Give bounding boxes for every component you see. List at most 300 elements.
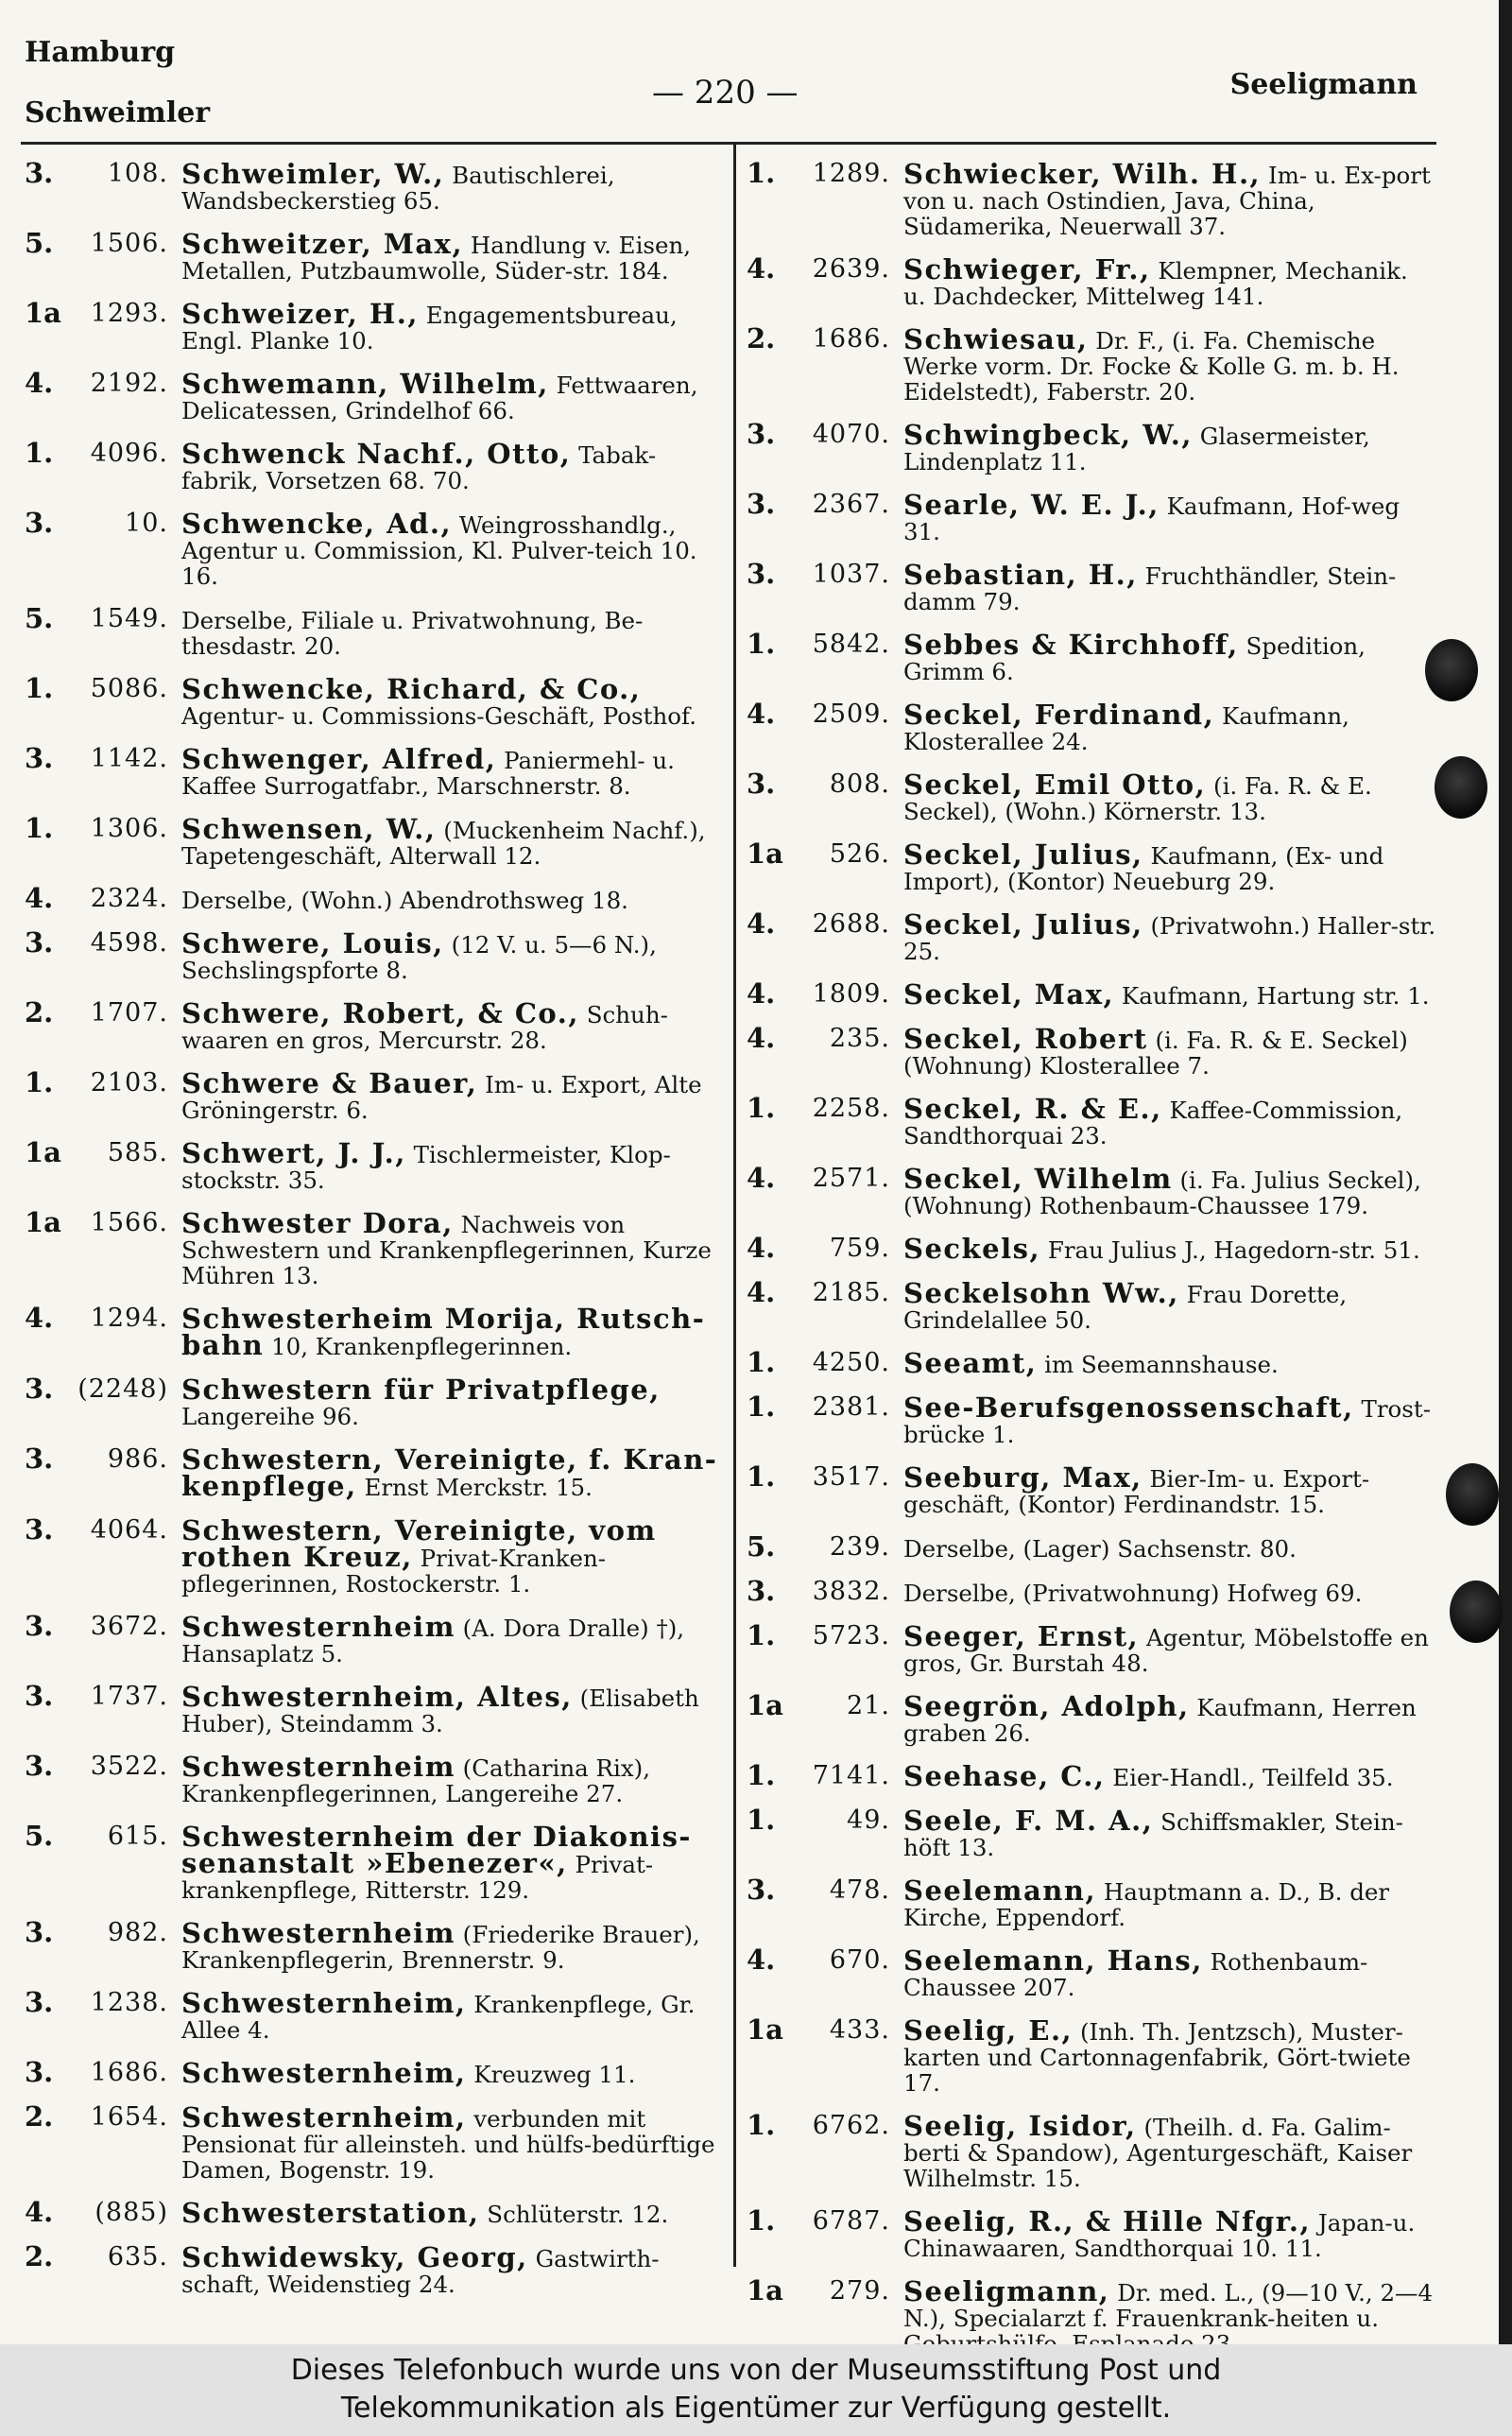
exchange-code: 2. (25, 2240, 54, 2272)
entry-details: Langereihe 96. (181, 1403, 359, 1430)
directory-entry (25, 297, 720, 354)
entry-details: Dr. med. L., (9—10 V., 2—4 N.), Specialarzt f. Frauenkrank-heiten u. (903, 2279, 1434, 2332)
directory-entry (747, 1689, 1436, 1747)
phone-number: 1549. (90, 604, 168, 633)
phone-number: 5086. (90, 674, 168, 703)
exchange-code: 3. (25, 926, 54, 959)
entry-details: (Inh. Th. Jentzsch), Muster-karten und Cartonnagenfabrik, Gört-twiete 17. (903, 2018, 1411, 2097)
entry-name: Schwemann, Wilhelm, (181, 368, 549, 400)
entry-body (903, 255, 1436, 309)
entry-body (181, 510, 720, 589)
directory-entry (747, 907, 1436, 965)
entry-name: Seelemann, Hans, (903, 1944, 1203, 1977)
directory-entry (25, 227, 720, 285)
entry-details: Tischlermeister, Klop-stockstr. 35. (181, 1141, 671, 1194)
directory-entry (25, 882, 720, 914)
phone-number: 4598. (90, 928, 168, 958)
entry-body (181, 370, 720, 423)
exchange-code: 3. (25, 1750, 54, 1782)
column-divider (733, 145, 736, 2267)
entry-name: Sebastian, H., (903, 559, 1138, 591)
entry-details: Im- u. Ex-port von u. nach Ostindien, Java, China, Südamerika, Neuerwall 37. (903, 162, 1431, 240)
entry-details: (Theilh. d. Fa. Galim-berti & Spandow), Agenturgeschäft, Kaiser Wilhelmstr. 15. (903, 2114, 1413, 2192)
exchange-code: 5. (747, 1530, 776, 1563)
entry-details: Dr. F., (i. Fa. Chemische Werke vorm. Dr. Focke & Kolle G. m. b. H. Eidelstedt), Faberstr. 20. (903, 327, 1400, 406)
phone-number: 239. (829, 1532, 890, 1562)
phone-number: 2571. (812, 1164, 890, 1193)
exchange-code: 5. (25, 1820, 54, 1852)
phone-number: 1566. (90, 1208, 168, 1237)
exchange-code: 3. (747, 1874, 776, 1906)
directory-entry (25, 1916, 720, 1974)
entry-body (181, 885, 720, 913)
directory-entry (747, 322, 1436, 406)
entry-body (181, 1683, 720, 1736)
entry-details: Agentur- u. Commissions-Geschäft, Posthof. (181, 702, 696, 730)
phone-number: 2324. (90, 884, 168, 913)
entry-body (903, 770, 1436, 824)
entry-details: (Catharina Rix), Krankenpflegerinnen, Langereihe 27. (181, 1754, 650, 1807)
entry-name: Seeligmann, (903, 2275, 1110, 2307)
entry-name: Schweimler, W., (181, 158, 445, 190)
exchange-code: 3. (25, 157, 54, 189)
ink-blot (1435, 756, 1487, 819)
entry-body (903, 910, 1436, 964)
entry-details: Rothenbaum-Chaussee 207. (903, 1948, 1368, 2001)
entry-body (903, 1165, 1436, 1218)
entry-name: Seelig, R., & Hille Nfgr., (903, 2205, 1312, 2237)
entry-details: Glasermeister, Lindenplatz 11. (903, 423, 1370, 475)
entry-name: Seeburg, Max, (903, 1461, 1143, 1494)
entry-body (181, 160, 720, 214)
entry-name: Schwesternheim der Diakonis-senanstalt »Ebenezer«, (181, 1821, 692, 1879)
exchange-code: 1. (25, 1066, 54, 1098)
phone-number: 1686. (90, 2058, 168, 2087)
phone-number: 615. (107, 1822, 168, 1851)
entry-details: Derselbe, (Privatwohnung) Hofweg 69. (903, 1580, 1363, 1607)
entry-details: Paniermehl- u. Kaffee Surrogatfabr., Marschnerstr. 8. (181, 747, 675, 800)
entry-body (903, 1622, 1436, 1676)
entry-details: (Elisabeth Huber), Steindamm 3. (181, 1684, 699, 1737)
exchange-code: 4. (747, 698, 776, 730)
entry-details: Derselbe, (Lager) Sachsenstr. 80. (903, 1535, 1297, 1563)
entry-body (903, 561, 1436, 614)
phone-number: 21. (847, 1691, 890, 1720)
phone-number: 1707. (90, 998, 168, 1028)
entry-body (903, 1025, 1436, 1079)
phone-number: 4064. (90, 1515, 168, 1545)
entry-body (903, 1533, 1436, 1562)
entry-body (903, 1235, 1436, 1263)
entry-name: Schwesternheim, (181, 2057, 467, 2089)
entry-name: Seckels, (903, 1233, 1041, 1265)
header-last-name: Seeligmann (1229, 68, 1418, 101)
entry-name: Seelemann, (903, 1875, 1097, 1907)
phone-number: 6787. (812, 2206, 890, 2236)
directory-entry (25, 2056, 720, 2089)
phone-number: 5723. (812, 1621, 890, 1650)
phone-number: 670. (829, 1945, 890, 1975)
phone-number: 3522. (90, 1752, 168, 1781)
entry-body (903, 1463, 1436, 1517)
phone-number: 6762. (812, 2111, 890, 2140)
directory-entry (747, 1530, 1436, 1563)
entry-body (903, 1578, 1436, 1606)
phone-number: 2509. (812, 700, 890, 729)
directory-entry (25, 2240, 720, 2298)
exchange-code: 2. (25, 996, 54, 1028)
phone-number: 3672. (90, 1612, 168, 1641)
entry-body (903, 840, 1436, 894)
entry-name: Schwere, Louis, (181, 927, 444, 959)
exchange-code: 1a (747, 1689, 783, 1721)
footer-line-1: Dieses Telefonbuch wurde uns von der Museumsstiftung Post und (290, 2354, 1222, 2387)
entry-body (903, 980, 1436, 1009)
exchange-code: 3. (25, 507, 54, 539)
entry-body (181, 815, 720, 869)
ink-blot (1450, 1581, 1503, 1643)
entry-body (181, 1919, 720, 1973)
entry-details: Kaufmann, Herren graben 26. (903, 1694, 1417, 1747)
phone-number: 3832. (812, 1577, 890, 1606)
directory-entry (747, 1619, 1436, 1677)
entry-details: Kaufmann, Hof-weg 31. (903, 492, 1400, 545)
entry-details: (Privatwohn.) Haller-str. 25. (903, 912, 1436, 965)
phone-number: 1306. (90, 814, 168, 843)
entry-name: Schwestern, Vereinigte, vom rothen Kreuz, (181, 1514, 657, 1573)
entry-body (903, 1876, 1436, 1930)
directory-entry (747, 977, 1436, 1011)
exchange-code: 4. (747, 977, 776, 1010)
directory-entry (25, 926, 720, 984)
directory-entry (25, 2196, 720, 2229)
entry-body (903, 2016, 1436, 2096)
directory-entry (747, 488, 1436, 545)
entry-name: Schwesternheim, (181, 1987, 467, 2019)
phone-number: 1809. (812, 979, 890, 1009)
entry-name: Schwenger, Alfred, (181, 743, 497, 775)
entry-name: Schwere, Robert, & Co., (181, 997, 579, 1029)
exchange-code: 3. (747, 768, 776, 800)
exchange-code: 4. (747, 1162, 776, 1194)
header-city: Hamburg (25, 36, 176, 69)
exchange-code: 4. (747, 252, 776, 285)
directory-entry (747, 1346, 1436, 1379)
entry-name: Schwere & Bauer, (181, 1067, 478, 1099)
directory-entry (25, 742, 720, 800)
entry-name: Schwiecker, Wilh. H., (903, 158, 1262, 190)
entry-body (181, 1613, 720, 1667)
exchange-code: 3. (25, 1610, 54, 1642)
directory-entry (747, 1806, 1436, 1860)
entry-body (903, 700, 1436, 754)
exchange-code: 3. (25, 1986, 54, 2018)
entry-name: Seckelsohn Ww., (903, 1277, 1179, 1309)
entry-body (181, 1753, 720, 1806)
entry-body (181, 2199, 720, 2227)
phone-number: 2688. (812, 909, 890, 939)
phone-number: (2248) (77, 1374, 168, 1404)
phone-number: 10. (125, 509, 168, 538)
exchange-code: 5. (25, 602, 54, 634)
entry-details: Hauptmann a. D., B. der Kirche, Eppendorf. (903, 1878, 1390, 1931)
directory-entry (25, 2100, 720, 2184)
entry-name: Schwesternheim (181, 1917, 455, 1949)
entry-details: Frau Julius J., Hagedorn-str. 51. (1047, 1236, 1420, 1264)
entry-body (181, 300, 720, 354)
phone-number: 478. (829, 1875, 890, 1905)
directory-entry (747, 628, 1436, 685)
entry-body (181, 1139, 720, 1193)
phone-number: 4250. (812, 1348, 890, 1377)
directory-entry (25, 1136, 720, 1194)
entry-body (903, 491, 1436, 544)
exchange-code: 2. (25, 2100, 54, 2133)
entry-details: Privat-Kranken-pflegerinnen, Rostockerstr. 1. (181, 1545, 607, 1598)
entry-body (903, 160, 1436, 239)
directory-entry (747, 2013, 1436, 2097)
exchange-code: 3. (747, 1575, 776, 1607)
entry-body (181, 1069, 720, 1123)
exchange-code: 1. (747, 1391, 776, 1423)
entry-details: Eier-Handl., Teilfeld 35. (1112, 1764, 1394, 1791)
entry-details: 10, Krankenpflegerinnen. (271, 1333, 573, 1360)
directory-entry (747, 1276, 1436, 1334)
entry-details: (i. Fa. R. & E. Seckel) (Wohnung) Klosterallee 7. (903, 1027, 1408, 1080)
exchange-code: 1. (747, 2109, 776, 2141)
entry-name: Schwensen, W., (181, 813, 437, 845)
directory-entry (25, 1680, 720, 1737)
entry-body (903, 421, 1436, 475)
entry-body (181, 745, 720, 799)
directory-entry (25, 1750, 720, 1807)
entry-name: Schwesternheim, (181, 2101, 467, 2134)
directory-entry (747, 770, 1436, 824)
entry-name: Schwesternheim, Altes, (181, 1681, 573, 1713)
phone-number: 7141. (812, 1761, 890, 1790)
exchange-code: 1a (25, 297, 61, 329)
exchange-code: 3. (25, 742, 54, 774)
entry-name: Schwesternheim (181, 1751, 455, 1783)
entry-details: Fruchthändler, Stein-damm 79. (903, 562, 1397, 615)
directory-entry (747, 700, 1436, 754)
phone-number: 1686. (812, 324, 890, 354)
entry-body (903, 1762, 1436, 1790)
exchange-code: 1a (25, 1206, 61, 1238)
entry-details: Japan-u. Chinawaaren, Sandthorquai 10. 11. (903, 2209, 1416, 2262)
entry-details: Frau Dorette, Grindelallee 50. (903, 1281, 1348, 1334)
directory-entry (25, 1304, 720, 1359)
entry-name: Schwestern für Privatpflege, (181, 1373, 661, 1406)
entry-details: Kaffee-Commission, Sandthorquai 23. (903, 1097, 1403, 1149)
exchange-code: 3. (25, 1373, 54, 1405)
entry-details: Fettwaaren, Delicatessen, Grindelhof 66. (181, 371, 698, 424)
entry-body (181, 230, 720, 284)
entry-name: Seeger, Ernst, (903, 1620, 1140, 1652)
directory-entry (747, 157, 1436, 240)
phone-number: 1737. (90, 1682, 168, 1711)
exchange-code: 1. (747, 1804, 776, 1836)
entry-details: Im- u. Export, Alte Gröningerstr. 6. (181, 1071, 702, 1124)
entry-details: Derselbe, (Wohn.) Abendrothsweg 18. (181, 887, 628, 914)
directory-entry (25, 602, 720, 660)
exchange-code: 3. (25, 1513, 54, 1546)
exchange-code: 3. (747, 488, 776, 520)
phone-number: 2258. (812, 1094, 890, 1123)
exchange-code: 4. (747, 1276, 776, 1308)
entry-name: Schwencke, Richard, & Co., (181, 673, 642, 705)
phone-number: 235. (829, 1024, 890, 1053)
entry-name: Seckel, Julius, (903, 908, 1143, 941)
entry-details: Derselbe, Filiale u. Privatwohnung, Be-thesdastr. 20. (181, 607, 644, 660)
phone-number: 526. (829, 839, 890, 869)
entry-body (903, 1806, 1436, 1860)
entry-name: Schwencke, Ad., (181, 508, 453, 540)
directory-entry (747, 2109, 1436, 2192)
ink-blot (1425, 639, 1478, 701)
directory-entry (747, 558, 1436, 615)
entry-name: Schwenck Nachf., Otto, (181, 438, 572, 470)
entry-name: Schwester Dora, (181, 1207, 454, 1239)
entry-name: Seckel, Ferdinand, (903, 699, 1215, 731)
entry-body (181, 675, 720, 729)
entry-body (903, 631, 1436, 684)
phone-number: 2639. (812, 254, 890, 284)
directory-entry (25, 1445, 720, 1500)
phone-number: 1293. (90, 299, 168, 328)
entry-details: Handlung v. Eisen, Metallen, Putzbaumwolle, Süder-str. 184. (181, 232, 692, 285)
entry-name: Schwidewsky, Georg, (181, 2241, 528, 2273)
entry-body (181, 2059, 720, 2087)
page-number: — 220 — (652, 74, 799, 112)
exchange-code: 4. (747, 907, 776, 940)
directory-entry (25, 157, 720, 215)
directory-entry (747, 840, 1436, 894)
exchange-code: 1. (747, 1759, 776, 1791)
entry-details: (Muckenheim Nachf.), Tapetengeschäft, Alterwall 12. (181, 817, 706, 870)
phone-number: 1289. (812, 159, 890, 188)
phone-number: 2381. (812, 1392, 890, 1422)
phone-number: 2367. (812, 490, 890, 519)
entry-details: Bier-Im- u. Export-geschäft, (Kontor) Ferdinandstr. 15. (903, 1465, 1370, 1518)
directory-entry (25, 672, 720, 730)
entry-name: Seckel, R. & E., (903, 1093, 1162, 1125)
directory-entry (25, 507, 720, 590)
entry-body (181, 929, 720, 983)
entry-body (181, 1823, 720, 1903)
entry-details: Bautischlerei, Wandsbeckerstieg 65. (181, 162, 615, 215)
entry-details: im Seemannshause. (1044, 1351, 1279, 1378)
entry-details: (A. Dora Dralle) †), Hansaplatz 5. (181, 1615, 685, 1667)
exchange-code: 1a (25, 1136, 61, 1168)
phone-number: 1037. (812, 560, 890, 589)
entry-body (181, 1375, 720, 1429)
phone-number: 2192. (90, 369, 168, 398)
entry-name: Searle, W. E. J., (903, 489, 1160, 521)
entry-name: Schwesternheim (181, 1611, 455, 1643)
entry-details: Agentur, Möbelstoffe en gros, Gr. Burstah 48. (903, 1624, 1429, 1677)
directory-entry (25, 1986, 720, 2044)
phone-number: 279. (829, 2276, 890, 2306)
entry-name: Seckel, Robert (903, 1023, 1148, 1055)
entry-details: Kaufmann, (Ex- und Import), (Kontor) Neueburg 29. (903, 842, 1384, 895)
entry-name: Schwiesau, (903, 323, 1089, 355)
entry-body (903, 1692, 1436, 1746)
exchange-code: 1. (747, 157, 776, 189)
directory-entry (747, 252, 1436, 310)
exchange-code: 4. (747, 1232, 776, 1264)
entry-details: Privat-krankenpflege, Ritterstr. 129. (181, 1851, 654, 1904)
entry-details: Kaufmann, Hartung str. 1. (1121, 982, 1430, 1010)
directory-entry (25, 1206, 720, 1289)
entry-details: (Friederike Brauer), Krankenpflegerin, Brennerstr. 9. (181, 1921, 700, 1974)
entry-name: Seegrön, Adolph, (903, 1690, 1190, 1722)
exchange-code: 4. (25, 882, 54, 914)
directory-entry (747, 1575, 1436, 1607)
entry-body (181, 2103, 720, 2183)
entry-details: Kaufmann, Klosterallee 24. (903, 702, 1349, 755)
right-column (747, 144, 1436, 2332)
entry-body (903, 2112, 1436, 2191)
footer-line-2: Telekommunikation als Eigentümer zur Verfügung gestellt. (340, 2392, 1172, 2425)
exchange-code: 4. (25, 2196, 54, 2228)
entry-details: Schiffsmakler, Stein-höft 13. (903, 1808, 1403, 1861)
entry-details: Engagementsbureau, Engl. Planke 10. (181, 302, 678, 354)
footer-note (0, 2344, 1512, 2436)
directory-entry (25, 812, 720, 870)
exchange-code: 4. (25, 1302, 54, 1334)
phone-number: 2185. (812, 1278, 890, 1307)
entry-name: Seckel, Julius, (903, 838, 1143, 871)
exchange-code: 4. (747, 1944, 776, 1976)
entry-details: (i. Fa. R. & E. Seckel), (Wohn.) Körnerstr. 13. (903, 772, 1372, 825)
entry-body (903, 1349, 1436, 1377)
entry-body (903, 2207, 1436, 2261)
entry-body (181, 1445, 720, 1500)
entry-body (181, 1989, 720, 2043)
header-first-name: Schweimler (25, 96, 211, 130)
entry-details: Krankenpflege, Gr. Allee 4. (181, 1991, 696, 2044)
entry-name: Seeamt, (903, 1347, 1038, 1379)
directory-entry (25, 437, 720, 494)
phone-number: 1506. (90, 229, 168, 258)
entry-details: (12 V. u. 5—6 N.), Sechslingspforte 8. (181, 931, 657, 984)
phone-number: 585. (107, 1138, 168, 1167)
phone-number: 808. (829, 769, 890, 799)
entry-body (181, 999, 720, 1053)
entry-name: Seckel, Max, (903, 978, 1115, 1011)
entry-name: Seelig, Isidor, (903, 2110, 1137, 2142)
entry-name: Schwieger, Fr., (903, 253, 1151, 285)
exchange-code: 1a (747, 838, 783, 870)
entry-name: Seelig, E., (903, 2014, 1074, 2047)
entry-name: Schweitzer, Max, (181, 228, 464, 260)
exchange-code: 1. (747, 1346, 776, 1378)
entry-body (903, 325, 1436, 405)
directory-entry (25, 1375, 720, 1429)
exchange-code: 3. (747, 558, 776, 590)
exchange-code: 1. (747, 2204, 776, 2237)
exchange-code: 1. (25, 672, 54, 704)
entry-name: Schwingbeck, W., (903, 419, 1193, 451)
phone-number: 635. (107, 2242, 168, 2272)
entry-details: Ernst Merckstr. 15. (364, 1474, 593, 1501)
phone-number: 2103. (90, 1068, 168, 1097)
entry-body (903, 1946, 1436, 2000)
exchange-code: 4. (25, 367, 54, 399)
entry-name: See-Berufsgenossenschaft, (903, 1391, 1354, 1424)
exchange-code: 1. (747, 628, 776, 660)
